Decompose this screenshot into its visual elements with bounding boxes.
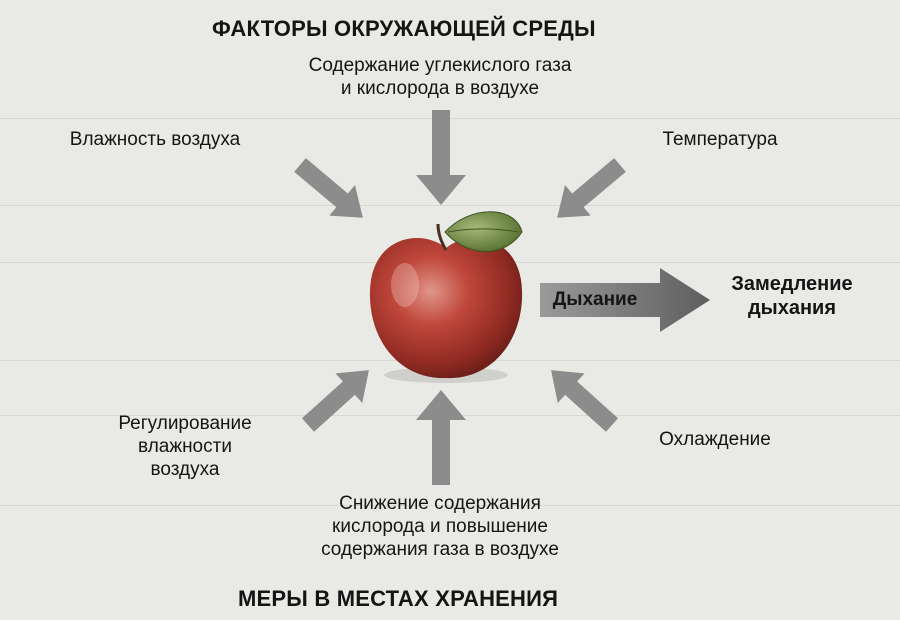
measure-humidity-regulation-line2: влажности [138,436,232,458]
factor-gas-content-line2: и кислорода в воздухе [340,78,540,100]
bottom-heading: МЕРЫ В МЕСТАХ ХРАНЕНИЯ [238,586,559,611]
factor-gas-content [270,54,610,100]
arrow-top-left [287,150,376,233]
slowdown-result [712,272,872,321]
slowdown-result-line2: дыхания [747,297,837,320]
arrow-bottom-right [538,355,626,440]
measure-oxygen-reduction [275,492,605,562]
measure-oxygen-reduction-line3: содержания газа в воздухе [321,539,559,561]
measure-humidity-regulation-line1: Регулирование [118,413,252,434]
factor-gas-content-line1: Содержание углекислого газа [308,55,572,76]
top-heading: ФАКТОРЫ ОКРУЖАЮЩЕЙ СРЕДЫ [212,16,596,41]
measure-oxygen-reduction-line1: Снижение содержания [339,493,541,514]
respiration-label: Дыхание [552,289,638,310]
arrow-top-right [544,150,633,233]
slowdown-result-line1: Замедление [731,273,853,295]
factor-temperature: Температура [662,129,778,150]
apple-image [370,212,522,383]
factor-humidity: Влажность воздуха [69,129,241,150]
arrow-bottom-left [295,355,383,440]
measure-humidity-regulation-line3: воздуха [150,459,220,481]
measure-humidity-regulation [80,412,290,482]
measure-oxygen-reduction-line2: кислорода и повышение [332,516,548,538]
measure-cooling: Охлаждение [659,429,771,450]
arrow-bottom [416,390,466,485]
arrow-top [416,110,466,205]
